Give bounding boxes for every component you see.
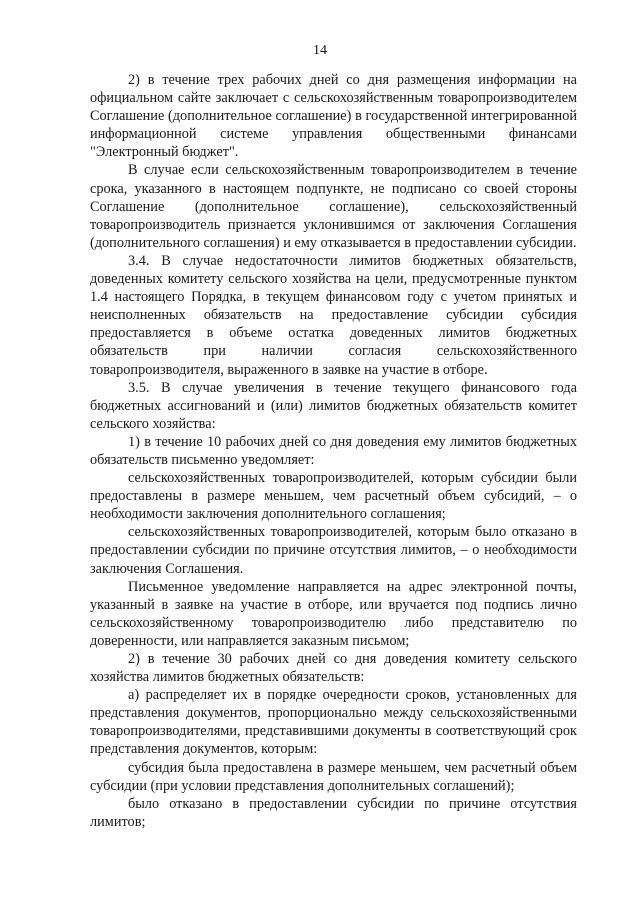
paragraph: Письменное уведомление направляется на адрес электронной почты, указанный в заявке на участие в отборе, или вручается под подпись лично сельскохозяйственному товаропроизводителю либо представителю по доверенности, или направляется заказным письмом; (90, 578, 577, 649)
page-number: 14 (313, 43, 327, 58)
paragraph: 2) в течение трех рабочих дней со дня размещения информации на официальном сайте заключает с сельскохозяйственным товаропроизводителем Соглашение (дополнительное соглашение) в государственной интегрированной информационной системе управления общественными финансами "Электронный бюджет". (90, 72, 577, 161)
paragraph: субсидия была предоставлена в размере меньшем, чем расчетный объем субсидии (при условии представления дополнительных соглашений); (90, 759, 577, 794)
paragraph: 2) в течение 30 рабочих дней со дня доведения комитету сельского хозяйства лимитов бюджетных обязательств: (90, 651, 577, 686)
paragraph: 3.4. В случае недостаточности лимитов бюджетных обязательств, доведенных комитету сельского хозяйства на цели, предусмотренные пунктом 1.4 настоящего Порядка, в текущем финансовом году с учетом принятых и неисполненных обязательств на предоставление субсидии субсидия предоставляется в объеме остатка доведенных лимитов бюджетных обязательств при наличии согласия сельскохозяйственного товаропроизводителя, выраженного в заявке на участие в отборе. (90, 252, 577, 378)
document-body (90, 71, 577, 831)
paragraph: а) распределяет их в порядке очередности сроков, установленных для представления документов, пропорционально между сельскохозяйственными товаропроизводителями, представившими документы в соответствующий срок представления документов, которым: (90, 687, 577, 758)
paragraph: сельскохозяйственных товаропроизводителей, которым субсидии были предоставлены в размере меньшем, чем расчетный объем субсидий, – о необходимости заключения дополнительного соглашения; (90, 470, 577, 523)
paragraph: сельскохозяйственных товаропроизводителей, которым было отказано в предоставлении субсидии по причине отсутствия лимитов, – о необходимости заключения Соглашения. (90, 524, 577, 577)
paragraph: 3.5. В случае увеличения в течение текущего финансового года бюджетных ассигнований и (или) лимитов бюджетных обязательств комитет сельского хозяйства: (90, 379, 577, 432)
paragraph: 1) в течение 10 рабочих дней со дня доведения ему лимитов бюджетных обязательств письменно уведомляет: (90, 433, 577, 468)
paragraph: было отказано в предоставлении субсидии по причине отсутствия лимитов; (90, 795, 577, 830)
paragraph: В случае если сельскохозяйственным товаропроизводителем в течение срока, указанного в настоящем подпункте, не подписано со своей стороны Соглашение (дополнительное соглашение), сельскохозяйственный товаропроизводитель признается уклонившимся от заключения Соглашения (дополнительного соглашения) и ему отказывается в предоставлении субсидии. (90, 162, 577, 251)
